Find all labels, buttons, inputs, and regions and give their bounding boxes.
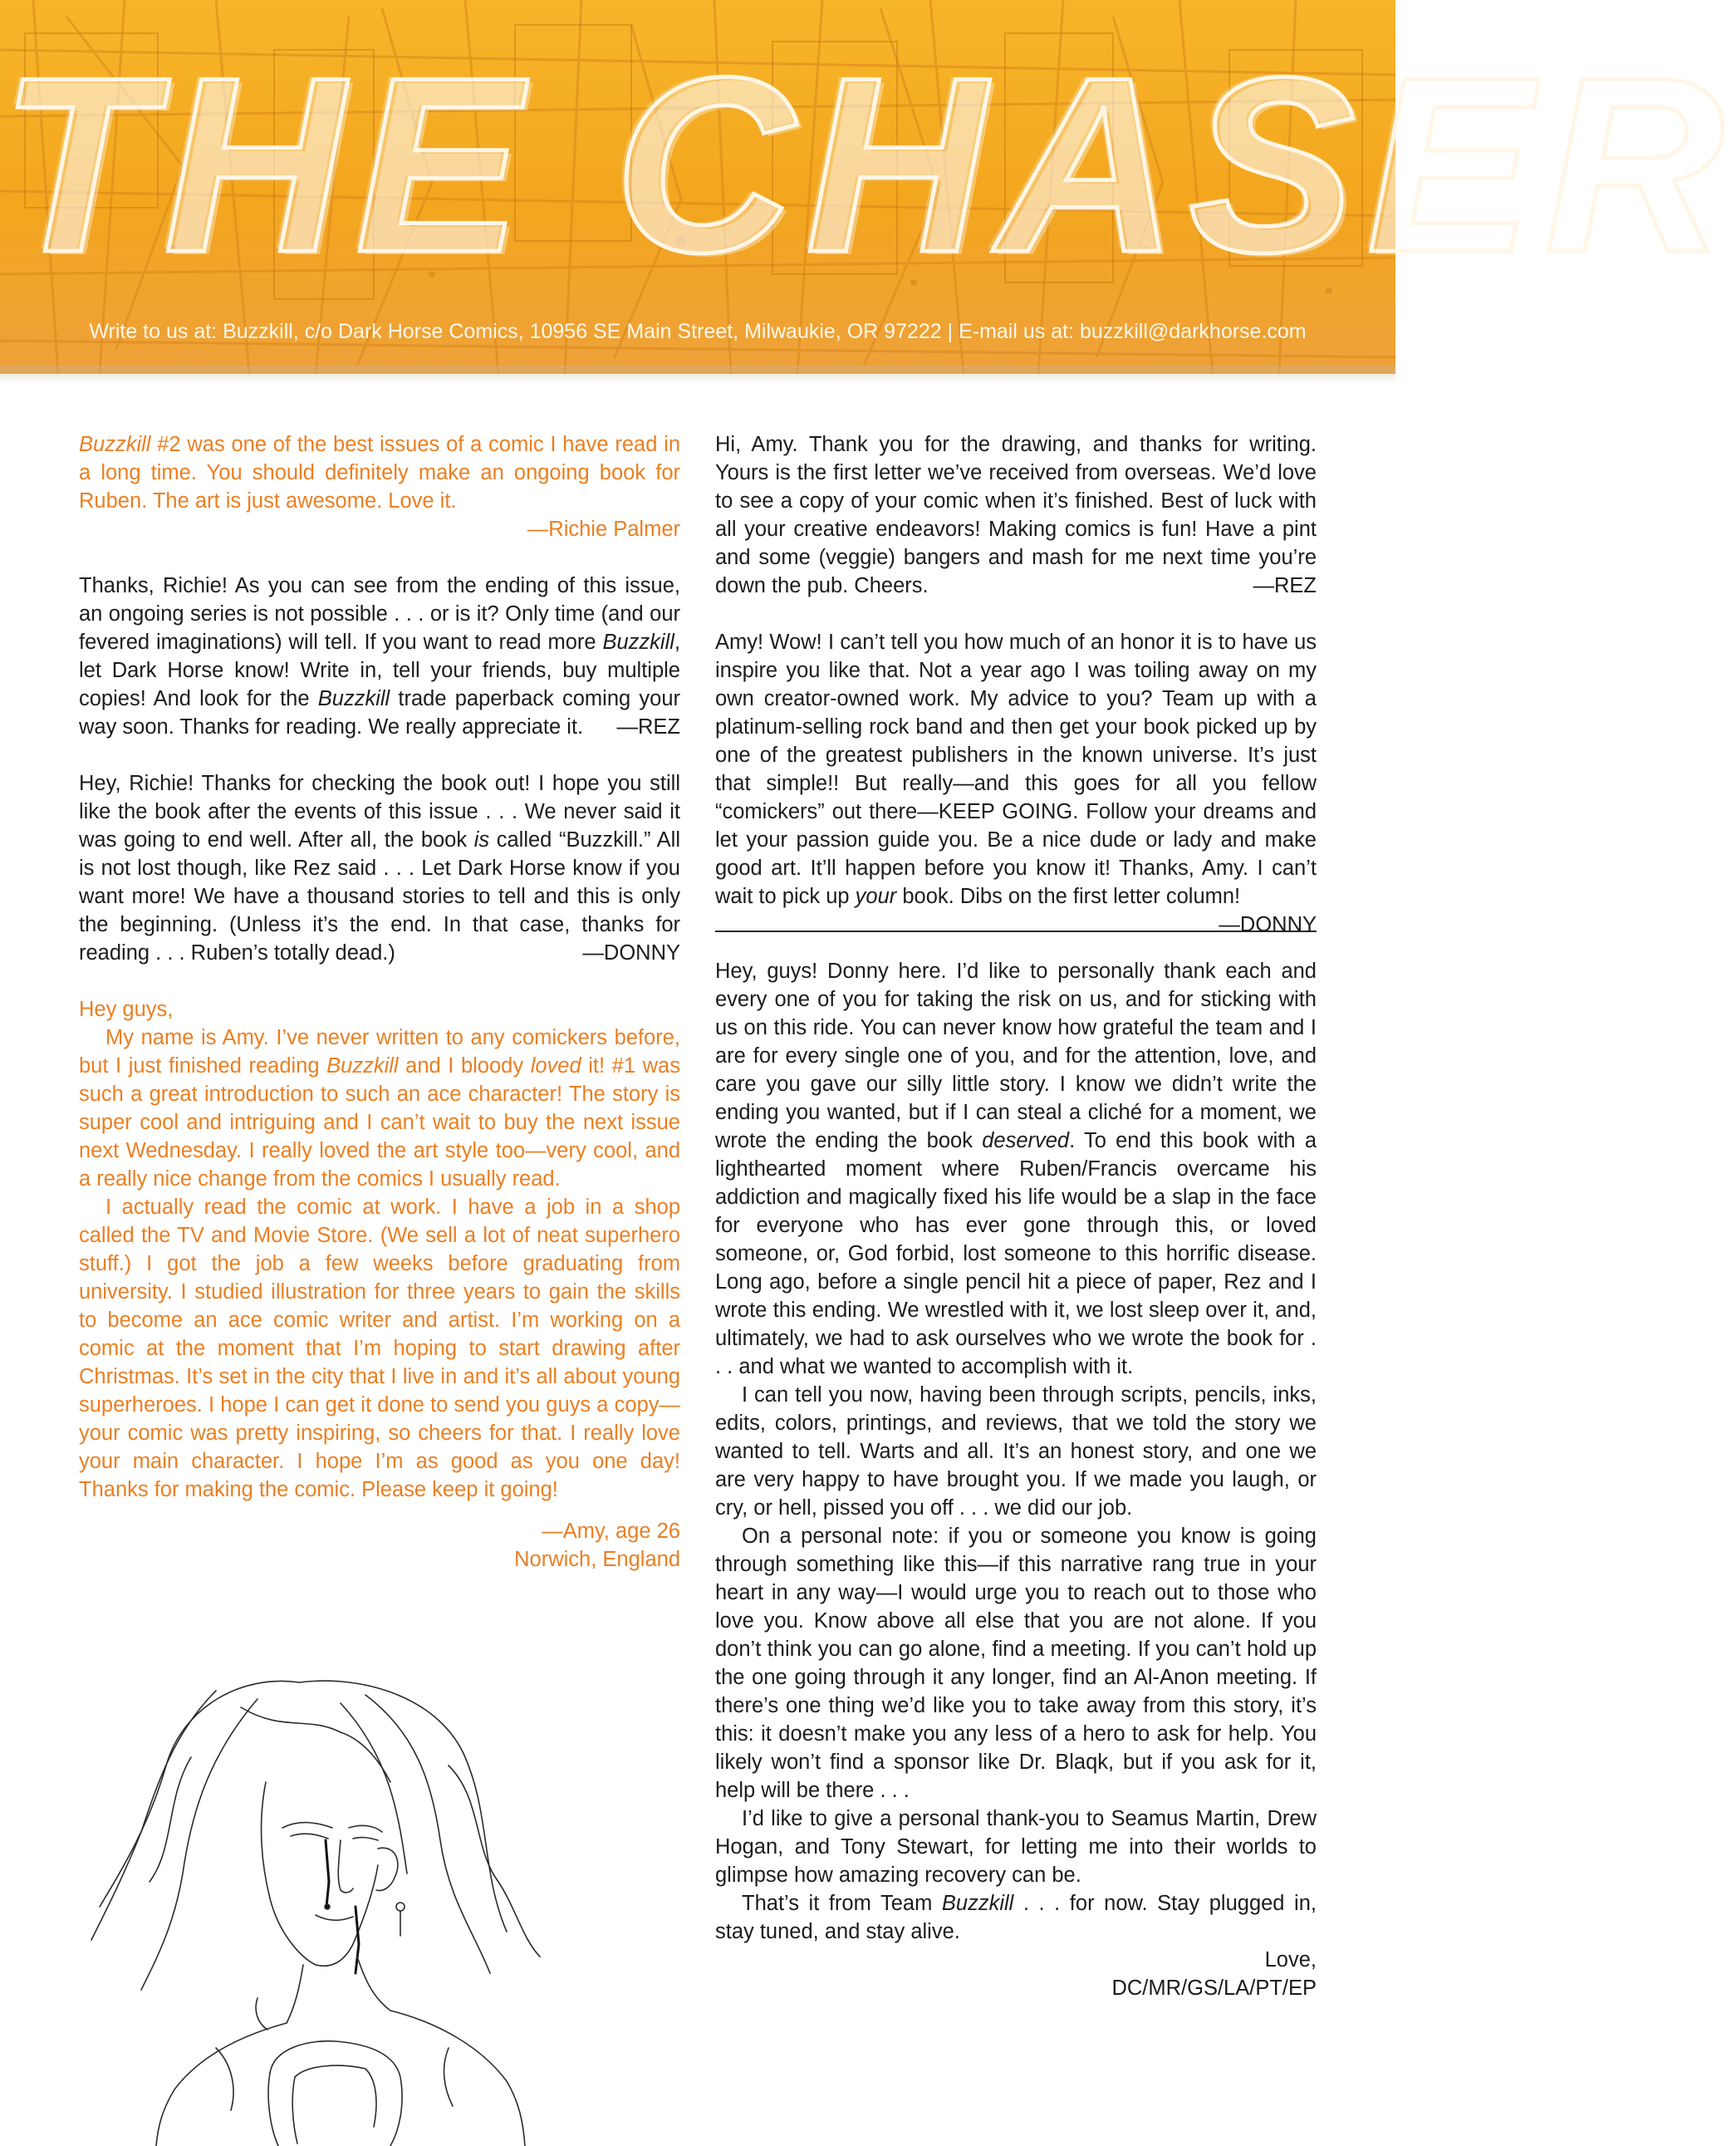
closing-initials: DC/MR/GS/LA/PT/EP bbox=[1111, 1977, 1317, 2000]
letter-amy-greeting: Hey guys, bbox=[79, 998, 174, 1021]
signature-richie: —Richie Palmer bbox=[527, 518, 680, 541]
letter-amy-paragraph: I actually read the comic at work. I have a job in a shop called the TV and Movie Store. (We sell a lot of neat superhero stuff.) I got the job a few weeks before graduating from university. I studied illustration for three years to gain the skills to become an ace comic writer and artist. I’m working on a comic at the moment that I’m hoping to start drawing after Christmas. It’s set in the city that I live in and it’s all about young superheroes. I hope I can get it done to send you guys a copy—your comic was pretty inspiring, so cheers for that. I really love your main character. I hope I’m as good as you one day! Thanks for making the comic. Please keep it going! bbox=[79, 1196, 680, 1501]
reply-rez-2: Hi, Amy. Thank you for the drawing, and thanks for writing. Yours is the first letter we’ve received from overseas. We’d love to see a copy of your comic when it’s finished. Best of luck with all your creative endeavors! Making comics is fun! Have a pint and some (veggie) bangers and mash for me next time you’re down the pub. Cheers. —REZ bbox=[715, 430, 1317, 600]
banner-shadow bbox=[0, 366, 1395, 384]
closing-letter-paragraph: I can tell you now, having been through scripts, pencils, inks, edits, colors, printings, and reviews, that we told the story we wanted to tell. Warts and all. It’s an honest story, and one we are very happy to have brought you. If we made you laugh, or cry, or hell, pissed you off . . . we did our job. bbox=[715, 1383, 1317, 1520]
signature-donny: —DONNY bbox=[1219, 913, 1317, 936]
right-column bbox=[715, 430, 1317, 2002]
location-amy: Norwich, England bbox=[514, 1548, 680, 1571]
signature-amy: —Amy, age 26 bbox=[542, 1520, 680, 1543]
contact-address: Write to us at: Buzzkill, c/o Dark Horse Comics, 10956 SE Main Street, Milwaukie, OR 97222 | E-mail us at: buzzkill@darkhorse.com bbox=[89, 320, 1307, 343]
reply-rez-1: Thanks, Richie! As you can see from the ending of this issue, an ongoing series is not possible . . . or is it? Only time (and our fevered imaginations) will tell. If you want to read more Buzzkill, let Dark Horse know! Write in, tell your friends, buy multiple copies! And look for the Buzzkill trade paperback coming your way soon. Thanks for reading. We really appreciate it. —REZ bbox=[79, 572, 680, 741]
left-column bbox=[79, 430, 680, 1574]
signature-donny: —DONNY bbox=[582, 941, 680, 965]
column-title: THE CHASER bbox=[0, 25, 1736, 304]
closing-letter-paragraph: Hey, guys! Donny here. I’d like to personally thank each and every one of you for taking the risk on us, and for sticking with us on this ride. You can never know how grateful the team and I are for every single one of you, and for the attention, love, and care you gave our silly little story. I know we didn’t write the ending you wanted, but if I can steal a cliché for a moment, we wrote the ending the book deserved. To end this book with a lighthearted moment where Ruben/Francis overcame his addiction and magically fixed his life would be a slap in the face for everyone who has ever gone through this, or loved someone, or, God forbid, lost someone to this horrific disease. Long ago, before a single pencil hit a piece of paper, Rez and I wrote this ending. We wrestled with it, we lost sleep over it, and, ultimately, we had to ask ourselves who we wrote the book for . . . and what we wanted to accomplish with it. bbox=[715, 960, 1317, 1378]
header-banner bbox=[0, 0, 1736, 374]
fan-sketch-illustration bbox=[91, 1657, 581, 2146]
letter-amy-paragraph: My name is Amy. I’ve never written to any comickers before, but I just finished reading Buzzkill and I bloody loved it! #1 was such a great introduction to such an ace character! The story is super cool and intriguing and I can’t wait to buy the next issue next Wednesday. I really loved the art style too—very cool, and a really nice change from the comics I usually read. bbox=[79, 1026, 680, 1191]
letter-richie: Buzzkill #2 was one of the best issues of a comic I have read in a long time. You should definitely make an ongoing book for Ruben. The art is just awesome. Love it. bbox=[79, 433, 680, 513]
closing-letter-paragraph: That’s it from Team Buzzkill . . . for now. Stay plugged in, stay tuned, and stay alive. bbox=[715, 1892, 1317, 1943]
closing-letter-paragraph: I’d like to give a personal thank-you to Seamus Martin, Drew Hogan, and Tony Stewart, for letting me into their worlds to glimpse how amazing recovery can be. bbox=[715, 1807, 1317, 1887]
closing-love: Love, bbox=[1264, 1948, 1317, 1972]
closing-letter-paragraph: On a personal note: if you or someone you know is going through something like this—if this narrative rang true in your heart in any way—I would urge you to reach out to those who love you. Know above all else that you are not alone. If you don’t think you can go alone, find a meeting. If you can’t hold up the one going through it any longer, find an Al-Anon meeting. If there’s one thing we’d like you to take away from this story, it’s this: it doesn’t make you any less of a hero to ask for help. You likely won’t find a sponsor like Dr. Blaqk, but if you ask for it, help will be there . . . bbox=[715, 1525, 1317, 1802]
signature-rez: —REZ bbox=[1253, 574, 1317, 597]
reply-donny-1: Hey, Richie! Thanks for checking the book out! I hope you still like the book after the events of this issue . . . We never said it was going to end well. After all, the book is called “Buzzkill.” All is not lost though, like Rez said . . . Let Dark Horse know if you want more! We have a thousand stories to tell and this is only the beginning. (Unless it’s the end. In that case, thanks for reading . . . Ruben’s totally dead.) —DONNY bbox=[79, 769, 680, 967]
reply-donny-2: Amy! Wow! I can’t tell you how much of an honor it is to have us inspire you like that. Not a year ago I was toiling away on my own creator-owned work. My advice to you? Team up with a platinum-selling rock band and then get your book picked up by one of the greatest publishers in the known universe. It’s just that simple!! But really—and this goes for all you fellow “comickers” out there—KEEP GOING. Follow your dreams and let your passion guide you. Be a nice dude or lady and make good art. It’ll happen before you know it! Thanks, Amy. I can’t wait to pick up your book. Dibs on the first letter column! —DONNY bbox=[715, 628, 1317, 911]
signature-rez: —REZ bbox=[616, 715, 680, 739]
